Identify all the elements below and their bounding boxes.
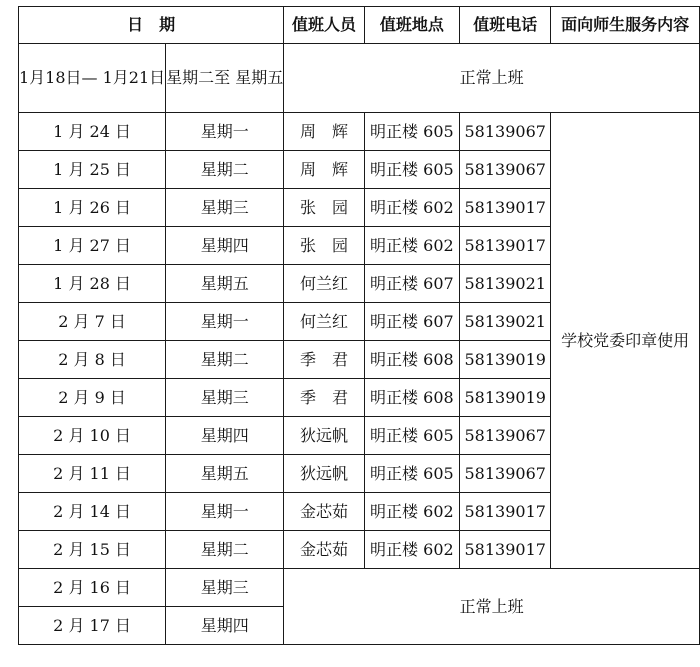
weekday-cell: 星期一 — [166, 113, 284, 151]
person-cell: 何兰红 — [284, 303, 364, 341]
date-cell: 2 月 11 日 — [19, 455, 166, 493]
weekday-cell: 星期二至 星期五 — [166, 44, 284, 113]
date-cell: 2 月 16 日 — [19, 569, 166, 607]
person-cell: 季 君 — [284, 379, 364, 417]
phone-cell: 58139017 — [460, 189, 551, 227]
status-cell: 正常上班 — [284, 569, 700, 645]
table-row — [19, 113, 700, 151]
location-cell: 明正楼 607 — [364, 265, 459, 303]
person-cell: 张 园 — [284, 227, 364, 265]
date-cell: 2 月 7 日 — [19, 303, 166, 341]
location-cell: 明正楼 602 — [364, 189, 459, 227]
weekday-cell: 星期三 — [166, 379, 284, 417]
header-date: 日 期 — [19, 7, 284, 44]
phone-cell: 58139021 — [460, 265, 551, 303]
header-person: 值班人员 — [284, 7, 364, 44]
header-row — [19, 7, 700, 44]
person-cell: 金芯茹 — [284, 531, 364, 569]
person-cell: 狄远帆 — [284, 455, 364, 493]
phone-cell: 58139067 — [460, 151, 551, 189]
location-cell: 明正楼 602 — [364, 493, 459, 531]
weekday-cell: 星期三 — [166, 569, 284, 607]
weekday-cell: 星期四 — [166, 607, 284, 645]
weekday-cell: 星期一 — [166, 493, 284, 531]
service-cell: 学校党委印章使用 — [551, 113, 700, 569]
weekday-cell: 星期五 — [166, 265, 284, 303]
header-location: 值班地点 — [364, 7, 459, 44]
location-cell: 明正楼 605 — [364, 417, 459, 455]
date-cell: 2 月 8 日 — [19, 341, 166, 379]
table-row — [19, 569, 700, 607]
table-row — [19, 44, 700, 113]
date-cell: 1 月 25 日 — [19, 151, 166, 189]
date-cell: 2 月 9 日 — [19, 379, 166, 417]
location-cell: 明正楼 602 — [364, 531, 459, 569]
weekday-cell: 星期二 — [166, 341, 284, 379]
weekday-cell: 星期四 — [166, 227, 284, 265]
phone-cell: 58139021 — [460, 303, 551, 341]
weekday-cell: 星期四 — [166, 417, 284, 455]
date-cell: 1 月 26 日 — [19, 189, 166, 227]
weekday-cell: 星期三 — [166, 189, 284, 227]
phone-cell: 58139067 — [460, 455, 551, 493]
date-cell: 1 月 28 日 — [19, 265, 166, 303]
phone-cell: 58139019 — [460, 341, 551, 379]
person-cell: 季 君 — [284, 341, 364, 379]
phone-cell: 58139019 — [460, 379, 551, 417]
phone-cell: 58139067 — [460, 113, 551, 151]
location-cell: 明正楼 608 — [364, 341, 459, 379]
location-cell: 明正楼 607 — [364, 303, 459, 341]
phone-cell: 58139067 — [460, 417, 551, 455]
person-cell: 周 辉 — [284, 151, 364, 189]
header-phone: 值班电话 — [460, 7, 551, 44]
person-cell: 狄远帆 — [284, 417, 364, 455]
weekday-cell: 星期一 — [166, 303, 284, 341]
duty-schedule-table — [18, 6, 700, 645]
date-cell: 2 月 10 日 — [19, 417, 166, 455]
location-cell: 明正楼 602 — [364, 227, 459, 265]
date-cell: 1 月 27 日 — [19, 227, 166, 265]
header-service: 面向师生服务内容 — [551, 7, 700, 44]
person-cell: 周 辉 — [284, 113, 364, 151]
phone-cell: 58139017 — [460, 227, 551, 265]
location-cell: 明正楼 605 — [364, 151, 459, 189]
person-cell: 何兰红 — [284, 265, 364, 303]
date-cell: 2 月 17 日 — [19, 607, 166, 645]
date-cell: 1月18日— 1月21日 — [19, 44, 166, 113]
person-cell: 张 园 — [284, 189, 364, 227]
location-cell: 明正楼 608 — [364, 379, 459, 417]
person-cell: 金芯茹 — [284, 493, 364, 531]
date-cell: 2 月 15 日 — [19, 531, 166, 569]
date-cell: 2 月 14 日 — [19, 493, 166, 531]
location-cell: 明正楼 605 — [364, 455, 459, 493]
weekday-cell: 星期五 — [166, 455, 284, 493]
phone-cell: 58139017 — [460, 531, 551, 569]
status-cell: 正常上班 — [284, 44, 700, 113]
location-cell: 明正楼 605 — [364, 113, 459, 151]
date-cell: 1 月 24 日 — [19, 113, 166, 151]
weekday-cell: 星期二 — [166, 531, 284, 569]
phone-cell: 58139017 — [460, 493, 551, 531]
weekday-cell: 星期二 — [166, 151, 284, 189]
